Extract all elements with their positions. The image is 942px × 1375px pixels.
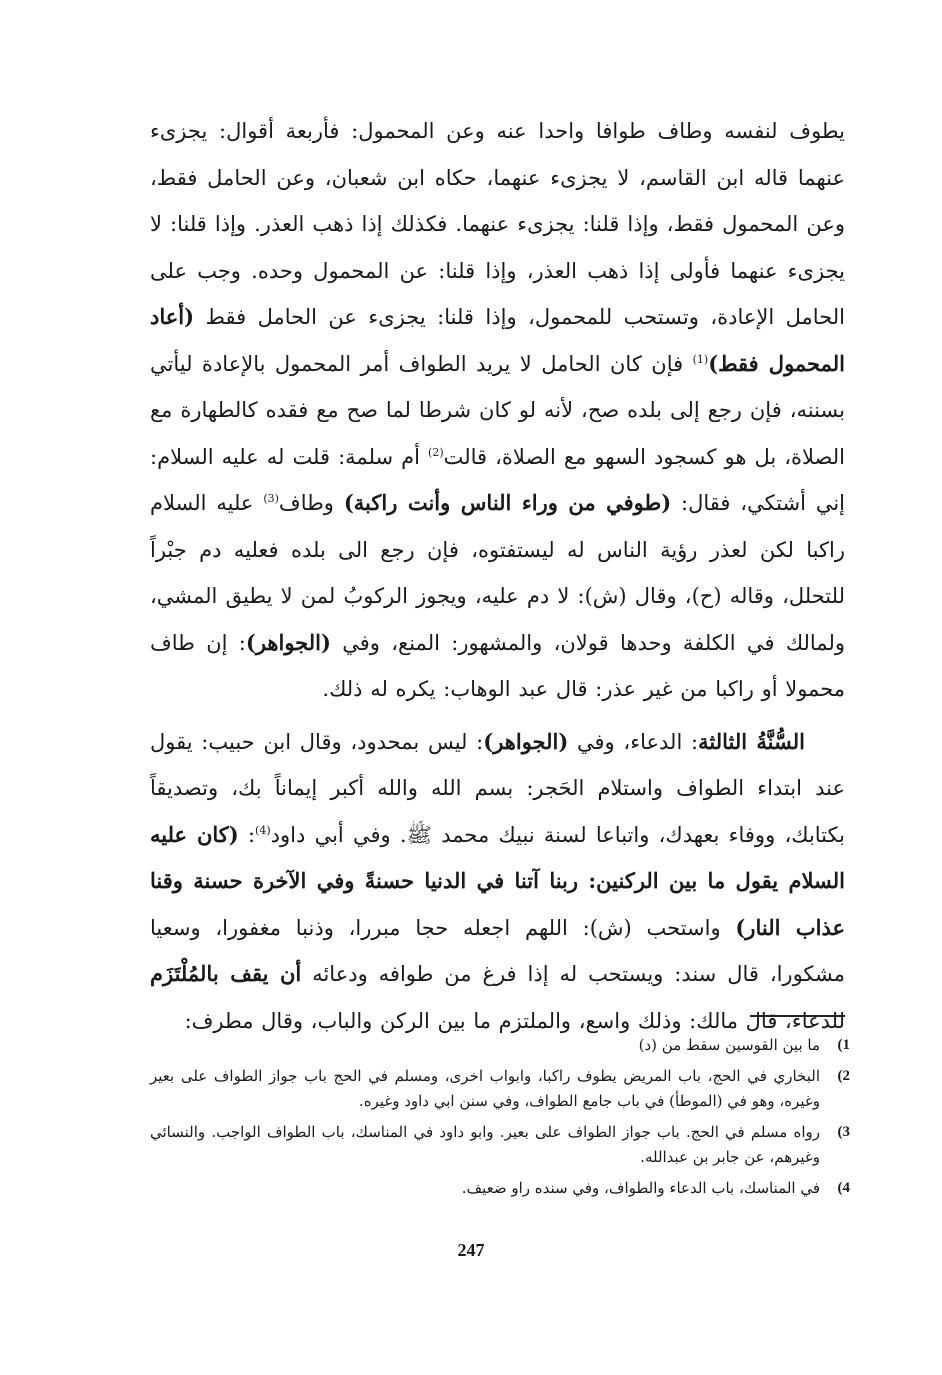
text-run: : الدعاء، وفي [568, 729, 699, 754]
footnote-number: 1) [837, 1037, 850, 1053]
footnote-text: ما بين القوسين سقط من (د) [638, 1036, 820, 1054]
footnote-ref-4[interactable]: (4) [255, 823, 271, 837]
footnote-ref-1[interactable]: (1) [692, 352, 709, 366]
section-heading: السُّنَّةُ الثالثة [698, 728, 805, 754]
footnote-text: البخاري في الحج، باب المريض يطوف راكبا، وابواب اخرى، ومسلم في الحج باب جواز الطواف على بعير وغيره، وهو في (الموطأ) في باب جامع الطواف، وفي سنن ابي داود وغيره. [150, 1067, 820, 1110]
text-run: : إن طاف محمولا أو راكبا من غير عذر: قال عبد الوهاب: يكره له ذلك. [150, 630, 845, 701]
text-run: أم سلمة: قلت له عليه السلام: إني أشتكي، فقال: [150, 444, 846, 515]
page-number: 247 [457, 1240, 485, 1260]
text-run: فإن كان الحامل لا يريد الطواف أمر المحمول بالإعادة ليأتي بسننه، فإن رجع إلى بلده صح، لأنه لو كان شرطا لما صح مع فقده كالطهارة مع الصلاة، بل هو كسجود السهو مع الصلاة، قالت [150, 351, 845, 469]
footnotes [150, 1033, 850, 1207]
text-run: واستحب (ش): اللهم اجعله حجا مبررا، وذنبا مغفورا، وسعيا مشكورا، قال سند: ويستحب له إذا فرغ من طوافه ودعائه [150, 915, 845, 986]
text-run: عليه السلام راكبا لكن لعذر رؤية الناس له ليستفتوه، فإن رجع الى بلده فعليه دم جبْراً للتحلل، وقاله (ح)، وقال (ش): لا دم عليه، ويجوز الركوبُ لمن لا يطيق المشي، ولمالك في الكلفة وحدها قولان، والمشهور: المنع، وفي [150, 491, 845, 655]
footnote-4 [150, 1176, 850, 1201]
footnote-separator [750, 1015, 845, 1017]
paragraph-2 [150, 719, 845, 1045]
footnote-number: 4) [837, 1180, 850, 1196]
footnote-text: في المناسك، باب الدعاء والطواف، وفي سنده راو ضعيف. [461, 1179, 820, 1197]
bold-quote: (الجواهر) [245, 629, 331, 655]
footnote-number: 2) [837, 1068, 850, 1084]
bold-quote: (الجواهر) [483, 728, 569, 754]
text-run: : [238, 822, 256, 847]
text-run: : ليس بمحدود، وقال ابن حبيب: يقول عند ابتداء الطواف واستلام الحَجر: بسم الله والله أكبر إيماناً بك، وتصديقاً بكتابك، ووفاء بعهدك، واتباعا لسنة نبيك محمد ﷺ. وفي أبي داود [150, 729, 845, 847]
footnote-text: رواه مسلم في الحج. باب جواز الطواف على بعير. وابو داود في المناسك، باب الطواف الواجب. والنسائي وغيرهم، عن جابر بن عبدالله. [150, 1123, 820, 1166]
text-run: وطاف [278, 491, 344, 515]
bold-quote: (أعاد المحمول فقط) [150, 304, 845, 376]
text-run: للدعاء، قال مالك: وذلك واسع، والملتزم ما بين الركن والباب، وقال مطرف: [184, 1008, 845, 1033]
main-text [150, 108, 845, 1044]
footnote-ref-2[interactable]: (2) [428, 445, 444, 459]
bold-quote: (كان عليه السلام يقول ما بين الركنين: ربنا آتنا في الدنيا حسنةً وفي الآخرة حسنة وقنا عذاب النار) [150, 821, 845, 940]
footnote-3 [150, 1120, 850, 1170]
bold-quote: أن يقف بالمُلْتَزَم [150, 961, 302, 986]
footnote-number: 3) [837, 1124, 850, 1140]
paragraph-1 [150, 108, 845, 713]
text-run: يطوف لنفسه وطاف طوافا واحدا عنه وعن المحمول: فأربعة أقوال: يجزىء عنهما قاله ابن القاسم، لا يجزىء عنهما، حكاه ابن شعبان، وعن الحامل فقط، وعن المحمول فقط، وإذا قلنا: يجزىء عنهما. فكذلك إذا ذهب العذر. وإذا قلنا: لا يجزىء عنهما فأولى إذا ذهب العذر، وإذا قلنا: عن المحمول وحده. وجب على الحامل الإعادة، وتستحب للمحمول، وإذا قلنا: يجزىء عن الحامل فقط [150, 119, 845, 329]
bold-quote: (طوفي من وراء الناس وأنت راكبة) [343, 490, 672, 515]
footnote-2 [150, 1064, 850, 1114]
footnote-ref-3[interactable]: (3) [263, 492, 279, 505]
footnote-1 [150, 1033, 850, 1058]
